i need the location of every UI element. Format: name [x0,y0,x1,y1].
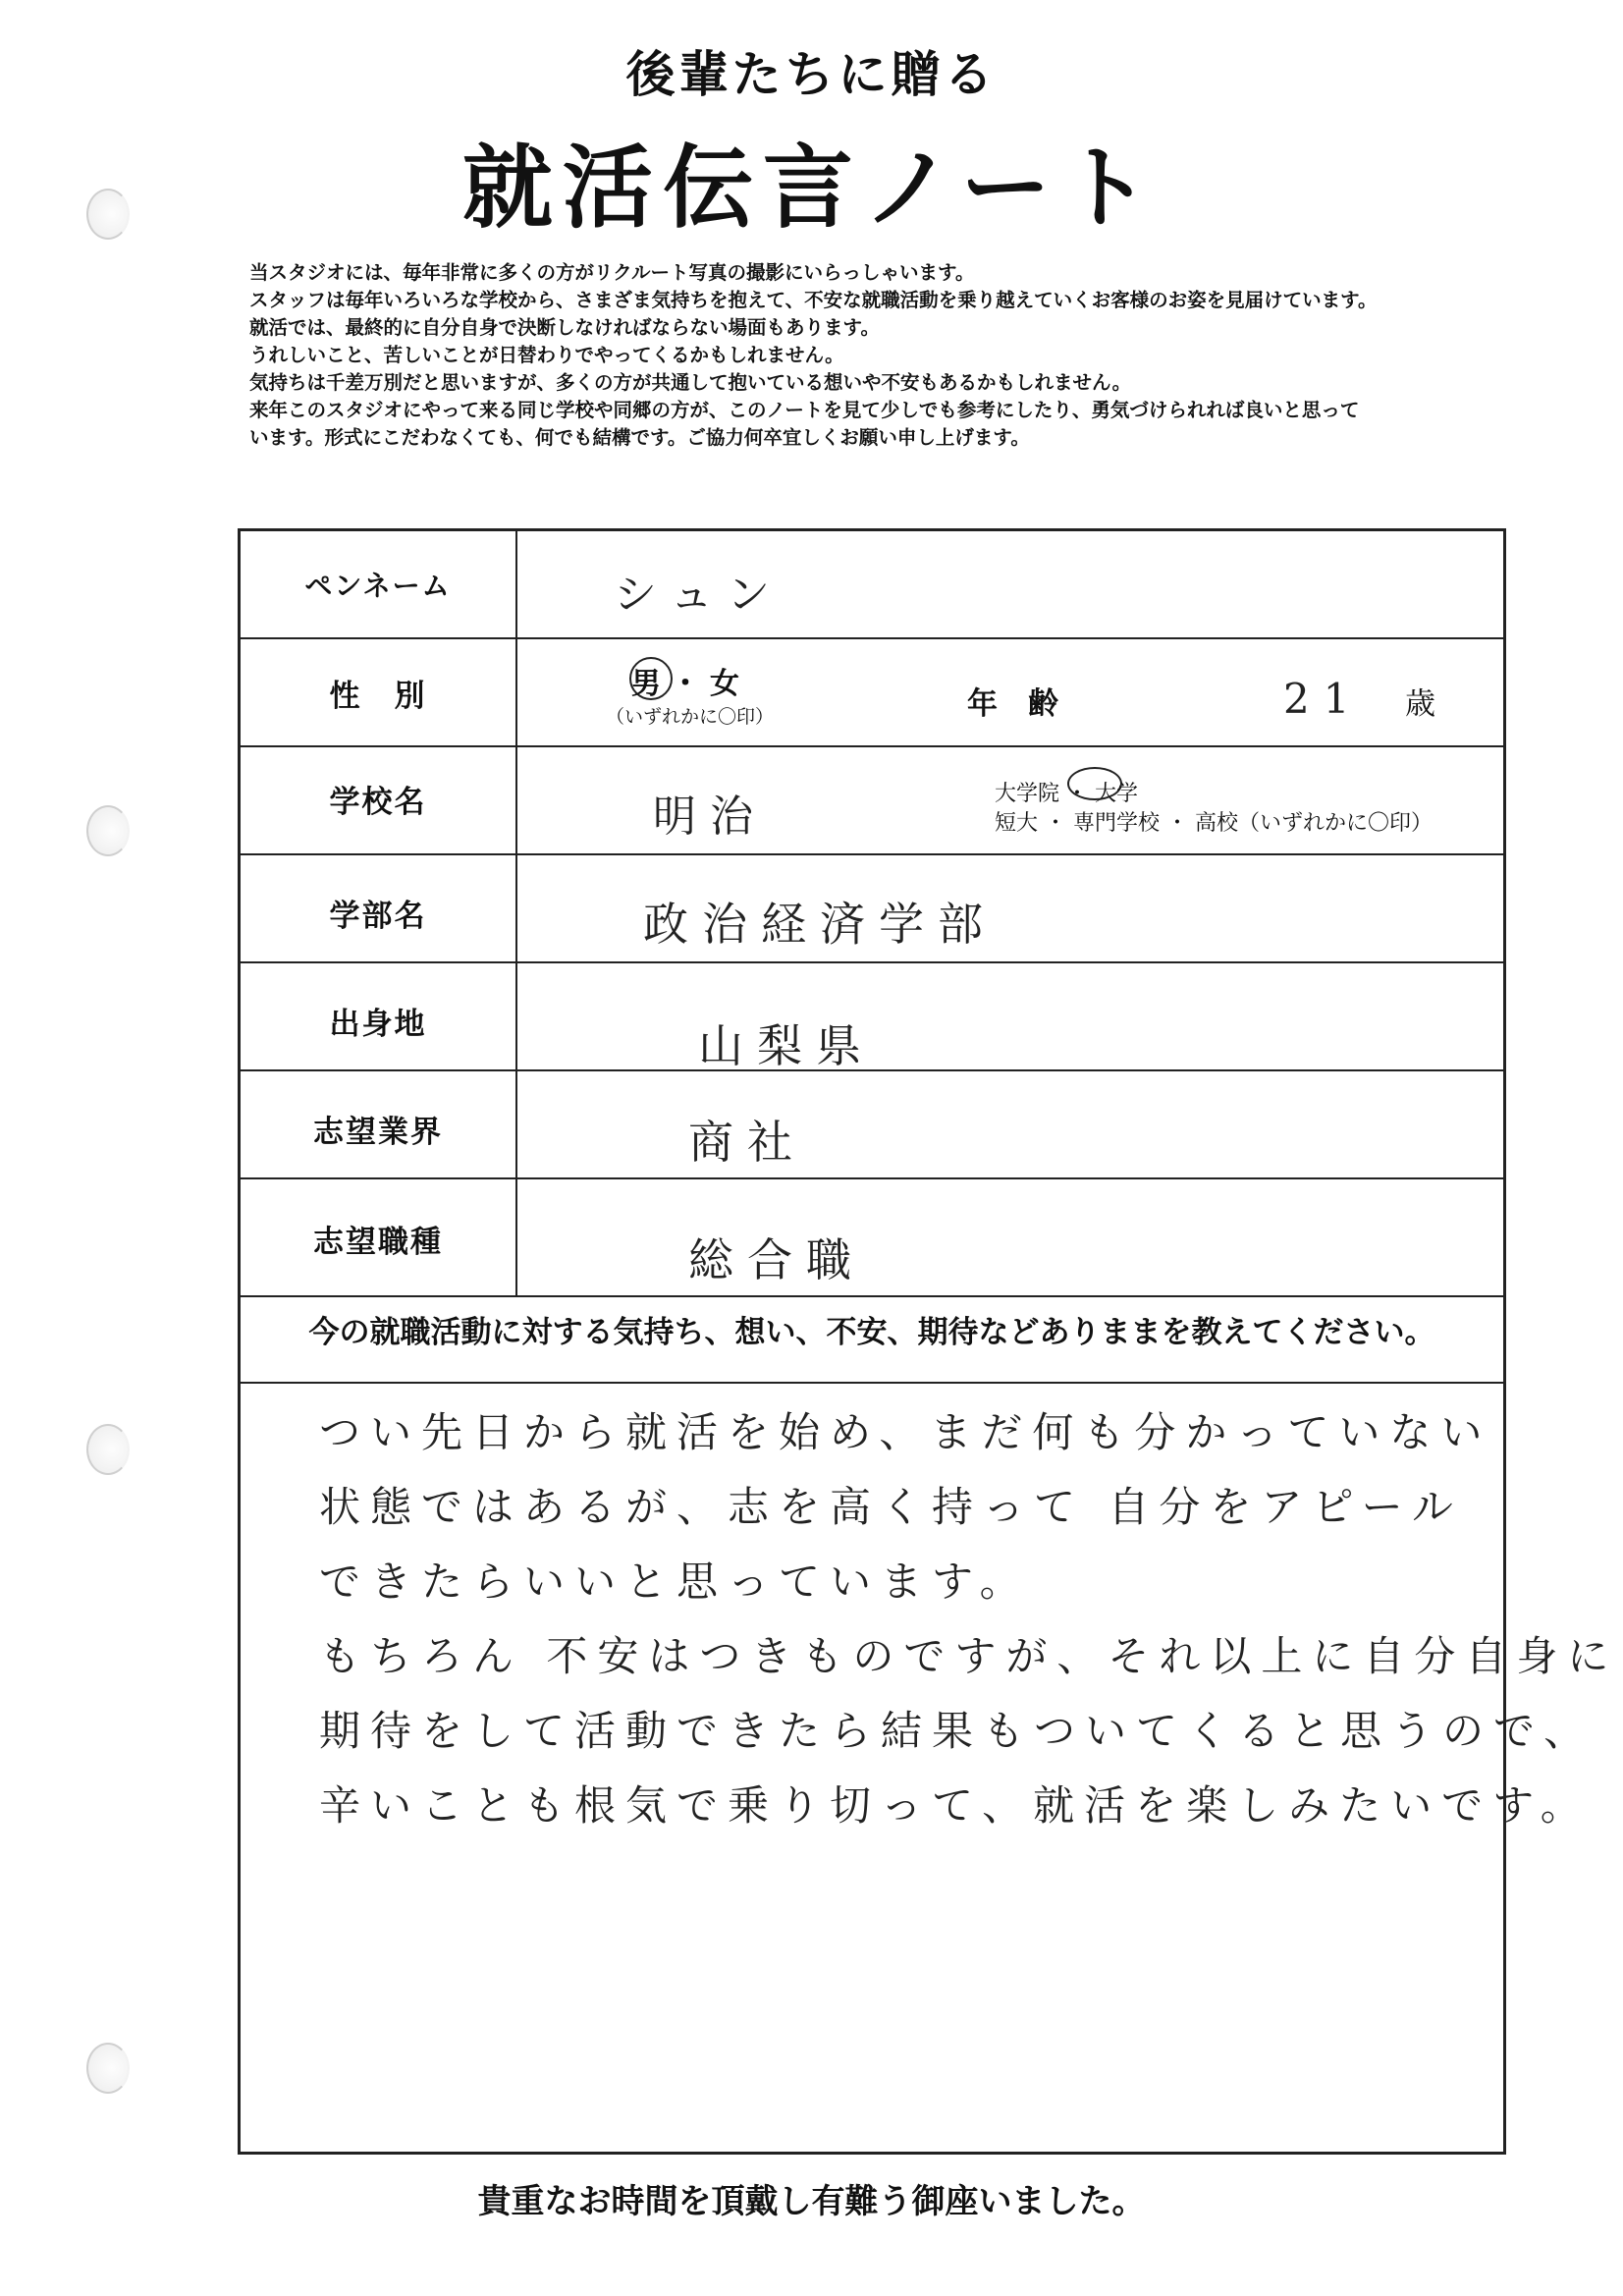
intro-line: 当スタジオには、毎年非常に多くの方がリクルート写真の撮影にいらっしゃいます。 [249,261,975,284]
row-divider [241,1382,1503,1384]
intro-text [249,259,1595,452]
footer-thanks: 貴重なお時間を頂戴し有難う御座いました。 [477,2182,1146,2221]
faculty-label: 学部名 [329,899,427,934]
age-label: 年 齢 [967,686,1058,722]
school-label: 学校名 [329,785,427,820]
gender-note: （いずれかに〇印） [606,706,775,728]
pen-name-label: ペンネーム [304,570,452,602]
intro-line: うれしいこと、苦しいことが日替わりでやってくるかもしれません。 [249,344,844,366]
row-divider [241,853,1503,855]
answer-line: できたらいいと思っています。 [319,1558,1031,1606]
page-subtitle: 後輩たちに贈る [625,46,998,103]
intro-line: スタッフは毎年いろいろな学校から、さまざま気持ちを抱えて、不安な就職活動を乗り越えていくお客様のお姿を見届けています。 [249,289,1378,311]
hometown-label: 出身地 [329,1007,427,1042]
hometown-value: 山梨県 [698,1019,875,1072]
intro-line: います。形式にこだわなくても、何でも結構です。ご協力何卒宜しくお願い申し上げます。 [249,426,1030,449]
row-divider [241,745,1503,747]
age-unit: 歳 [1405,686,1435,722]
intro-line: 来年このスタジオにやって来る同じ学校や同郷の方が、このノートを見て少しでも参考にしたり、勇気づけられれば良いと思って [249,399,1360,421]
industry-value: 商社 [688,1116,806,1169]
label-column-divider [515,531,517,1297]
row-divider [241,637,1503,639]
job-type-label: 志望職種 [313,1225,443,1260]
age-value: 21 [1283,675,1364,723]
question-text: 今の就職活動に対する気持ち、想い、不安、期待などありままを教えてください。 [308,1315,1435,1350]
faculty-value: 政治経済学部 [643,898,997,951]
gender-options: 男・女 [631,667,749,701]
answer-line: 状態ではあるが、志を高く持って 自分をアピール [319,1483,1463,1531]
school-value: 明治 [653,792,767,842]
industry-label: 志望業界 [313,1115,443,1150]
intro-line: 就活では、最終的に自分自身で決断しなければならない場面もあります。 [249,316,880,339]
binder-hole-3 [86,1424,130,1475]
answer-line: もちろん 不安はつきものですが、それ以上に自分自身に [319,1632,1619,1680]
answer-line: 辛いことも根気で乗り切って、就活を楽しみたいです。 [319,1781,1592,1830]
answer-text [319,1395,1619,1843]
job-type-value: 総合職 [688,1233,865,1286]
binder-hole-2 [86,805,130,856]
page-title: 就活伝言ノート [461,136,1162,241]
answer-line: つい先日から就活を始め、まだ何も分かっていない [319,1408,1492,1456]
intro-line: 気持ちは千差万別だと思いますが、多くの方が共通して抱いている想いや不安もあるかもしれません。 [249,371,1132,394]
school-type-line-1: 大学院 ・ 大学 [995,782,1138,806]
school-type-line-2: 短大 ・ 専門学校 ・ 高校（いずれかに〇印） [995,811,1433,836]
row-divider [241,961,1503,963]
row-divider [241,1177,1503,1179]
row-divider [241,1295,1503,1297]
pen-name-value: シュン [614,570,784,620]
answer-line: 期待をして活動できたら結果もついてくると思うので、 [319,1707,1596,1755]
binder-hole-4 [86,2043,130,2094]
gender-label: 性 別 [329,679,427,714]
questionnaire-form [238,528,1619,2155]
